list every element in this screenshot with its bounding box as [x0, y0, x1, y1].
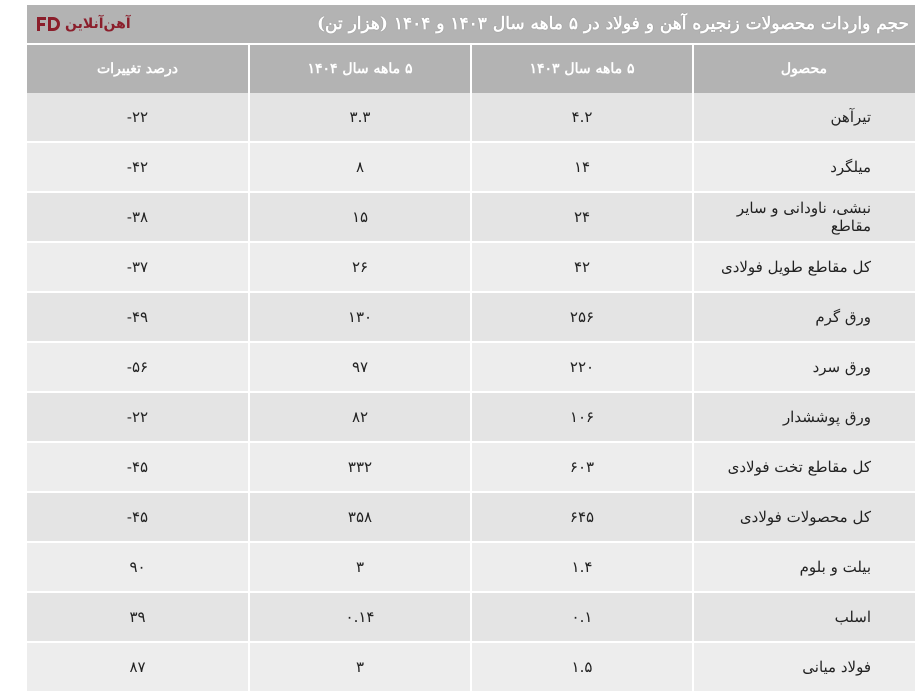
- table-row: [27, 592, 915, 642]
- cell-1404: ۱۵: [249, 192, 471, 242]
- cell-product: ورق سرد: [693, 342, 915, 392]
- header-product: محصول: [693, 44, 915, 93]
- cell-product: بیلت و بلوم: [693, 542, 915, 592]
- table-row: [27, 292, 915, 342]
- cell-change: -۲۲: [27, 93, 249, 142]
- cell-1403: ۲۴: [471, 192, 693, 242]
- table-row: [27, 342, 915, 392]
- table-row: [27, 542, 915, 592]
- cell-1403: ۶۰۳: [471, 442, 693, 492]
- cell-change: -۳۸: [27, 192, 249, 242]
- cell-change: -۳۷: [27, 242, 249, 292]
- table-row: [27, 392, 915, 442]
- cell-product: اسلب: [693, 592, 915, 642]
- cell-1403: ۲۲۰: [471, 342, 693, 392]
- cell-1404: ۱۳۰: [249, 292, 471, 342]
- table-title: حجم واردات محصولات زنجیره آهن و فولاد در ۵ ماهه سال ۱۴۰۳ و ۱۴۰۴ (هزار تن): [316, 14, 909, 34]
- table-row: [27, 93, 915, 142]
- cell-product: نبشی، ناودانی و سایر مقاطع: [693, 192, 915, 242]
- cell-1404: ۸: [249, 142, 471, 192]
- cell-change: -۵۶: [27, 342, 249, 392]
- cell-1404: ۳: [249, 542, 471, 592]
- table-row: [27, 142, 915, 192]
- cell-change: ۸۷: [27, 642, 249, 692]
- table-row: [27, 492, 915, 542]
- header-1404: ۵ ماهه سال ۱۴۰۴: [249, 44, 471, 93]
- cell-product: کل مقاطع طویل فولادی: [693, 242, 915, 292]
- cell-change: ۳۹: [27, 592, 249, 642]
- cell-1404: ۳: [249, 642, 471, 692]
- cell-product: تیرآهن: [693, 93, 915, 142]
- cell-1403: ۴۲: [471, 242, 693, 292]
- header-change: درصد تغییرات: [27, 44, 249, 93]
- cell-change: -۴۵: [27, 442, 249, 492]
- table-header-row: [27, 44, 915, 93]
- cell-1403: ۱.۴: [471, 542, 693, 592]
- title-bar: [27, 5, 915, 43]
- cell-change: -۴۲: [27, 142, 249, 192]
- cell-product: ورق پوششدار: [693, 392, 915, 442]
- cell-1404: ۳۳۲: [249, 442, 471, 492]
- cell-1404: ۰.۱۴: [249, 592, 471, 642]
- logo-text: آهن‌آنلاین: [65, 16, 131, 32]
- cell-1404: ۲۶: [249, 242, 471, 292]
- imports-table: [27, 43, 915, 693]
- brand-logo: [35, 14, 131, 34]
- cell-1403: ۶۴۵: [471, 492, 693, 542]
- cell-1403: ۱۴: [471, 142, 693, 192]
- cell-change: -۴۹: [27, 292, 249, 342]
- cell-1403: ۱.۵: [471, 642, 693, 692]
- cell-product: ورق گرم: [693, 292, 915, 342]
- cell-1403: ۰.۱: [471, 592, 693, 642]
- report-frame: [27, 5, 915, 693]
- table-row: [27, 442, 915, 492]
- cell-1404: ۳۵۸: [249, 492, 471, 542]
- header-1403: ۵ ماهه سال ۱۴۰۳: [471, 44, 693, 93]
- cell-1404: ۳.۳: [249, 93, 471, 142]
- cell-1404: ۹۷: [249, 342, 471, 392]
- cell-product: فولاد میانی: [693, 642, 915, 692]
- cell-product: میلگرد: [693, 142, 915, 192]
- cell-change: ۹۰: [27, 542, 249, 592]
- cell-1403: ۴.۲: [471, 93, 693, 142]
- table-row: [27, 642, 915, 692]
- cell-change: -۲۲: [27, 392, 249, 442]
- cell-1404: ۸۲: [249, 392, 471, 442]
- cell-change: -۴۵: [27, 492, 249, 542]
- cell-1403: ۲۵۶: [471, 292, 693, 342]
- logo-mark-icon: [35, 14, 61, 34]
- table-row: [27, 242, 915, 292]
- cell-1403: ۱۰۶: [471, 392, 693, 442]
- cell-product: کل محصولات فولادی: [693, 492, 915, 542]
- cell-product: کل مقاطع تخت فولادی: [693, 442, 915, 492]
- table-row: [27, 192, 915, 242]
